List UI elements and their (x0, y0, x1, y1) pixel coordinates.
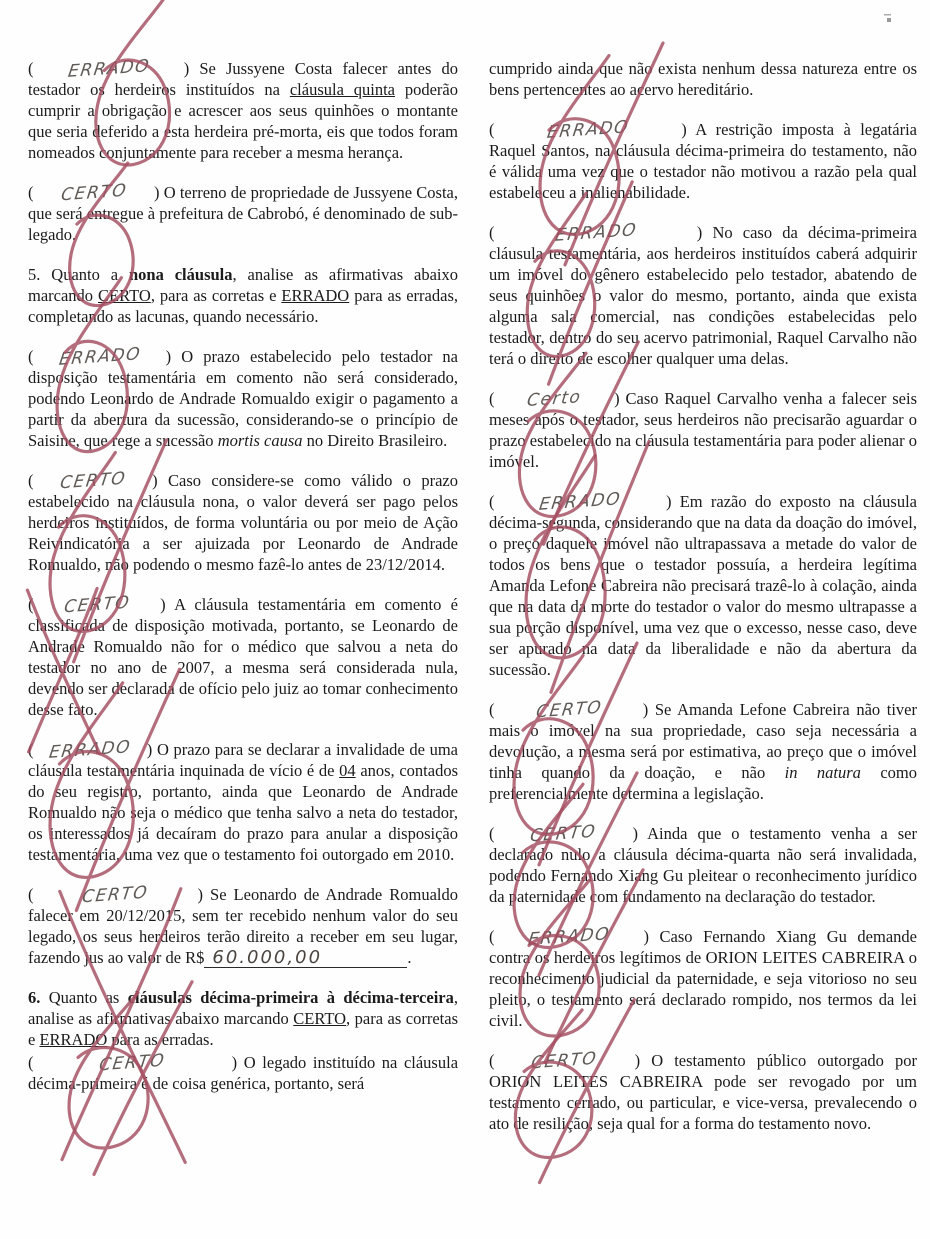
handwritten-answer: CERTO (534, 697, 604, 723)
question-text: O terreno de propriedade de Jussyene Costa, que será entregue à prefeitura de Cabrobó, é denominado de sub-legado. (28, 183, 458, 244)
right-column (489, 58, 917, 1153)
handwritten-answer: ERRADO (526, 924, 612, 950)
question-item (489, 388, 917, 472)
answer-slot (38, 180, 150, 206)
handwritten-answer: CERTO (59, 180, 129, 206)
question-text: Caso Raquel Carvalho venha a falecer seis meses após o testador, seus herdeiros não precisarão aguardar o prazo estabelecido na cláusula testamentária para poder alienar o imóvel. (489, 389, 917, 471)
question-item (28, 470, 458, 575)
paren-close: ) (686, 223, 713, 242)
handwritten-answer: CERTO (529, 821, 599, 847)
section-header-5: 5. Quanto a nona cláusula, analise as afirmativas abaixo marcando CERTO, para as corretas e ERRADO para as erradas, completando as lacunas, quando necessário. (28, 265, 458, 326)
question-text: O testamento público outorgado por ORION LEITES CABREIRA pode ser revogado por um testamento cerrado, ou particular, e vice-versa, prevalecendo o ato de resilição, seja qual for a forma do testamento novo. (489, 1051, 917, 1133)
paren-close: ) (671, 120, 696, 139)
question-item (489, 1050, 917, 1134)
handwritten-answer: ERRADO (57, 344, 143, 370)
paren-close: ) (633, 927, 660, 946)
answer-slot (38, 737, 142, 763)
paren-open: ( (489, 389, 501, 408)
paren-open: ( (489, 120, 504, 139)
handwritten-answer: CERTO (530, 1048, 600, 1074)
paren-open: ( (489, 700, 502, 719)
scan-artifact (884, 14, 893, 23)
answer-slot (505, 924, 633, 950)
question-item (489, 222, 917, 369)
left-column (28, 58, 458, 1113)
answer-slot (503, 489, 658, 515)
paren-open: ( (28, 347, 44, 366)
handwritten-answer: CERTO (98, 1050, 168, 1076)
paren-close: ) (608, 389, 626, 408)
paren-open: ( (489, 223, 505, 242)
answer-slot (501, 697, 636, 723)
handwritten-answer: ERRADO (545, 117, 631, 143)
paren-close: ) (225, 1053, 244, 1072)
paren-close: ) (636, 700, 655, 719)
paren-open: ( (28, 183, 38, 202)
answer-slot (44, 468, 142, 494)
paren-open: ( (489, 1051, 506, 1070)
question-item (489, 491, 917, 680)
question-item (28, 884, 458, 968)
paren-open: ( (28, 740, 39, 759)
handwritten-answer: ERRADO (553, 220, 639, 246)
question-text: Caso Fernando Xiang Gu demande contra os herdeiros legítimos de ORION LEITES CABREIRA o reconhecimento judicial da paternidade, e seja vitorioso no seu pleito, o testamento será declarado rompido, nos termos da lei civil. (489, 927, 917, 1030)
answer-slot (505, 220, 687, 246)
question-text: O legado instituído na cláusula décima-primeira é de coisa genérica, portanto, será (28, 1053, 459, 1093)
question-text: A cláusula testamentária em comento é classificada de disposição motivada, portanto, se Leonardo de Andrade Romualdo não for o médico que salvou a neta do testador no ano de 2007, a mesma será considerada nula, devendo ser declarada de ofício pelo juiz ao tomar conhecimento desse fato. (28, 595, 458, 719)
answer-slot (44, 56, 174, 82)
answer-slot (506, 1048, 624, 1074)
question-text: Se Leonardo de Andrade Romualdo falecer em 20/12/2015, sem ter recebido nenhum valor do seu legado, os seus herdeiros terão direito a receber em seu lugar, fazendo jus ao valor de R$ 60.000,00 . (28, 885, 458, 968)
question-text: No caso da décima-primeira cláusula testamentária, aos herdeiros instituídos caberá adquirir um imóvel do gênero estabelecido pelo testador, abatendo de seus quinhões o valor do mesmo, portanto, ainda que exista alguma sala comercial, nas condições estabelecidas pelo testador, dentro do seu acervo patrimonial, Raquel Carvalho não terá o direito de escolher qualquer uma delas. (489, 223, 917, 368)
answer-slot (504, 117, 672, 143)
paren-close: ) (150, 595, 175, 614)
question-text: O prazo estabelecido pelo testador na disposição testamentária em comento não será considerado, podendo Leonardo de Andrade Romualdo exigir o pagamento a partir da abertura da sucessão, considerando-se o princípio de Saisine, que rege a sucessão mortis causa no Direito Brasileiro. (28, 347, 459, 450)
paren-open: ( (489, 824, 505, 843)
question-text: Caso considere-se como válido o prazo estabelecido na cláusula nona, o valor deverá ser pago pelos herdeiros instituídos, de forma voluntária ou por meio de Ação Reivindicatória a ser ajuizada por Leonardo de Andrade Romualdo, não podendo o mesmo fazê-lo antes de 23/12/2014. (28, 471, 458, 574)
question-text: A restrição imposta à legatária Raquel Santos, na cláusula décima-primeira do testamento, não é válida uma vez que o testador não motivou a razão pela qual estabeleceu a inalienabilidade. (489, 120, 917, 202)
answer-slot (500, 386, 608, 412)
paren-open: ( (28, 885, 41, 904)
paren-open: ( (28, 595, 43, 614)
question-item (489, 823, 917, 907)
answer-slot (505, 821, 623, 847)
question-text: Se Jussyene Costa falecer antes do testador os herdeiros instituídos na cláusula quinta poderão cumprir a obrigação e acrescer aos seus quinhões o montante que seria deferido a esta herdeira pré-morta, eis que todos foram nomeados conjuntamente para receber a mesma herança. (28, 59, 459, 162)
handwritten-answer: CERTO (62, 592, 132, 618)
paren-close: ) (149, 183, 164, 202)
question-item (28, 346, 458, 451)
answer-slot (44, 344, 156, 370)
paren-close: ) (623, 1051, 652, 1070)
handwritten-answer: ERRADO (537, 489, 623, 515)
paren-open: ( (489, 927, 506, 946)
question-text: O prazo para se declarar a invalidade de uma cláusula testamentária inquinada de vício é de 04 anos, contados do seu registro, portanto, ainda que Leonardo de Andrade Romualdo não seja o médico que tenha salvo a neta do testador, os interessados já decaíram do prazo para anular a disposição testamentária, uma vez que o testamento foi outorgado em 2010. (28, 740, 458, 864)
paren-open: ( (489, 492, 503, 511)
question-item (28, 594, 458, 720)
paren-close: ) (657, 492, 680, 511)
paren-open: ( (28, 59, 44, 78)
question-item (28, 1052, 458, 1094)
answer-slot (41, 882, 191, 908)
question-text: Se Amanda Lefone Cabreira não tiver mais o imóvel na sua propriedade, caso seja necessária a devolução, a mesma será por estimativa, ao preço que o imóvel tinha quando da doação, e não in natura como preferencialmente determina a legislação. (489, 700, 918, 803)
paren-close: ) (173, 59, 200, 78)
handwritten-answer: Certo (525, 386, 583, 412)
question-text: Em razão do exposto na cláusula décima-segunda, considerando que na data da doação do imóvel, o preço daquele imóvel não ultrapassava a metade do valor de todos os bens que o testador possuía, a herdeira legítima Amanda Lefone Cabreira não precisará trazê-lo à colação, ainda que na data da morte do testador o valor do mesmo ultrapasse a sua porção disponível, uma vez que o excesso, nesse caso, deve ser apurado na data da liberalidade e não da abertura da sucessão. (489, 492, 918, 679)
paren-close: ) (622, 824, 648, 843)
handwritten-answer: CERTO (58, 468, 128, 494)
paren-close: ) (155, 347, 182, 366)
handwritten-answer: ERRADO (47, 737, 133, 763)
paren-close: ) (142, 740, 157, 759)
handwritten-answer: ERRADO (66, 56, 152, 82)
answer-slot (43, 592, 151, 618)
question-item (489, 699, 917, 804)
question-item (489, 119, 917, 203)
question-item (28, 739, 458, 865)
question-item (489, 926, 917, 1031)
answer-slot (40, 1050, 225, 1076)
paren-open: ( (28, 1053, 41, 1072)
paren-open: ( (28, 471, 44, 490)
section-header-6: 6. Quanto as cláusulas décima-primeira à décima-terceira, analise as afirmativas abaixo marcando CERTO, para as corretas e ERRADO para as erradas. (28, 988, 458, 1049)
continuation-paragraph: cumprido ainda que não exista nenhum dessa natureza entre os bens pertencentes ao acervo hereditário. (489, 59, 917, 99)
paren-close: ) (141, 471, 169, 490)
question-item (28, 58, 458, 163)
handwritten-answer: CERTO (81, 882, 151, 908)
paren-close: ) (190, 885, 211, 904)
question-text: Ainda que o testamento venha a ser declarado nulo a cláusula décima-quarta não será invalidada, podendo Fernando Xiang Gu pleitear o reconhecimento jurídico da paternidade com fundamento na declaração do testador. (489, 824, 918, 906)
question-item (28, 182, 458, 245)
